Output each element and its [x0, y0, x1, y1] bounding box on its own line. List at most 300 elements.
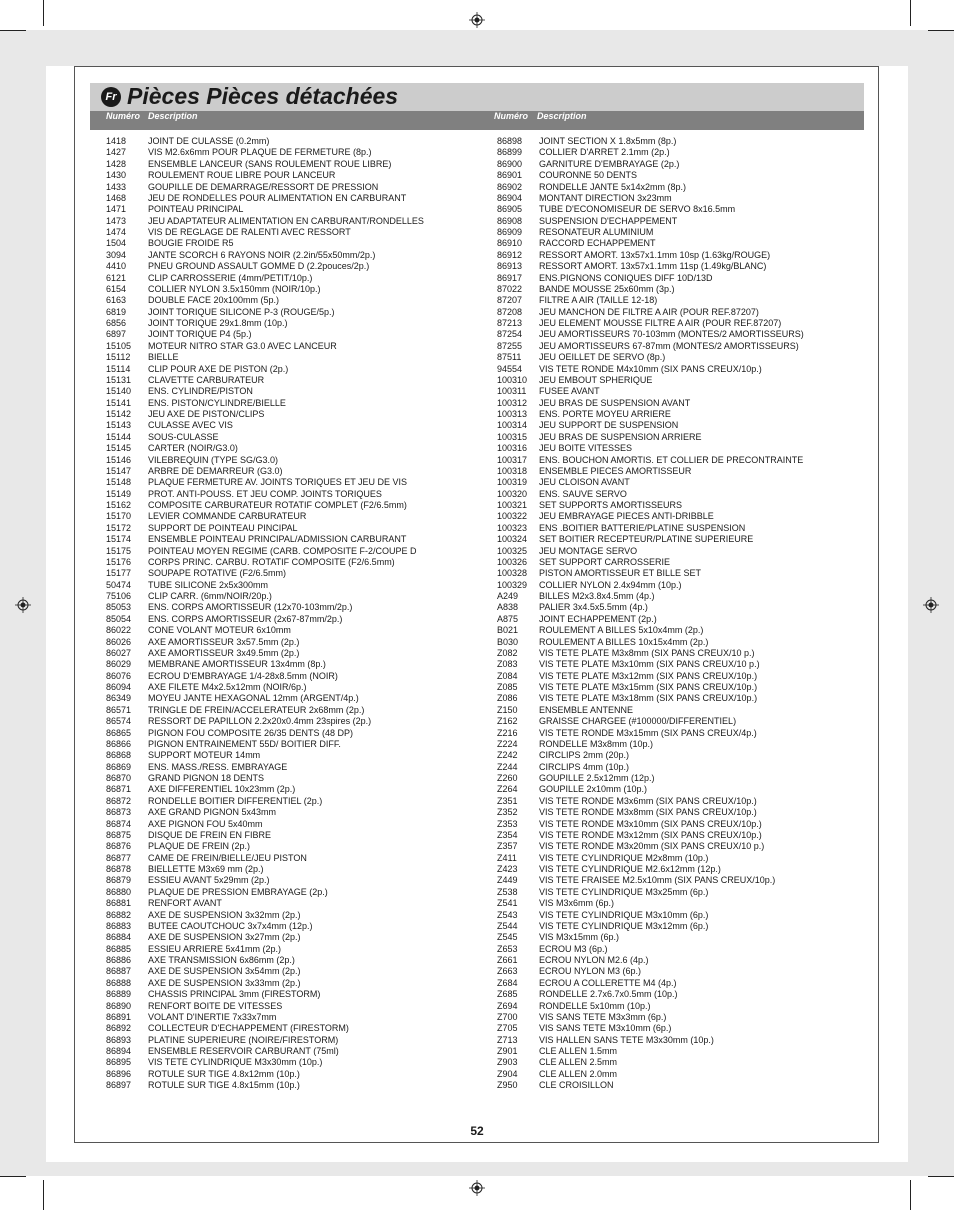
table-row — [497, 341, 867, 352]
part-description: PLAQUE FERMETURE AV. JOINTS TORIQUES ET JEU DE VIS — [148, 477, 408, 488]
part-description: VIS TETE RONDE M3x10mm (SIX PANS CREUX/10p.) — [539, 818, 762, 829]
table-row — [106, 307, 476, 318]
crop-mark — [43, 0, 44, 26]
part-number: 86908 — [497, 215, 523, 226]
table-row — [497, 739, 867, 750]
part-number: 15147 — [106, 465, 132, 476]
table-row — [106, 648, 476, 659]
part-number: 86900 — [497, 158, 523, 169]
part-description: JEU ELEMENT MOUSSE FILTRE A AIR (POUR REF.87207) — [539, 318, 782, 328]
part-number: 86883 — [106, 920, 132, 931]
table-row — [106, 637, 476, 648]
table-row — [106, 477, 476, 488]
part-description: COLLECTEUR D'ECHAPPEMENT (FIRESTORM) — [148, 1023, 349, 1034]
part-description: ECROU NYLON M3 (6p.) — [539, 966, 642, 977]
table-row — [497, 216, 867, 227]
table-row — [497, 273, 867, 284]
part-description: PROT. ANTI-POUSS. ET JEU COMP. JOINTS TORIQUES — [148, 488, 382, 499]
part-number: 100310 — [497, 374, 528, 385]
table-row — [497, 944, 867, 955]
table-row — [106, 841, 476, 852]
part-number: 15105 — [106, 340, 132, 351]
table-row — [106, 238, 476, 249]
part-number: 100329 — [497, 579, 528, 590]
table-row — [106, 864, 476, 875]
table-row — [497, 420, 867, 431]
table-row — [497, 784, 867, 795]
table-row — [106, 204, 476, 215]
table-row — [497, 534, 867, 545]
table-row — [497, 443, 867, 454]
part-number: 15162 — [106, 500, 132, 510]
part-description: VIS TETE PLATE M3x10mm (SIX PANS CREUX/10 p.) — [539, 659, 760, 670]
part-description: POINTEAU PRINCIPAL — [148, 204, 244, 215]
part-number: Z162 — [497, 716, 518, 727]
part-description: VIS M2.6x6mm POUR PLAQUE DE FERMETURE (8p.) — [148, 147, 372, 158]
table-row — [106, 1012, 476, 1023]
crop-mark — [928, 1176, 954, 1177]
part-description: RESSORT AMORT. 13x57x1.1mm 11sp (1.49kg/BLANC) — [539, 261, 767, 272]
table-row — [497, 796, 867, 807]
part-number: Z411 — [497, 852, 517, 863]
crop-mark — [910, 0, 911, 26]
part-description: CHASSIS PRINCIPAL 3mm (FIRESTORM) — [148, 989, 321, 1000]
part-description: JEU AMORTISSEURS 67-87mm (MONTES/2 AMORTISSEURS) — [539, 340, 799, 351]
part-number: Z150 — [497, 704, 518, 715]
part-number: 86874 — [106, 818, 132, 829]
table-row — [106, 500, 476, 511]
header-description-left: Description — [148, 111, 198, 121]
table-row — [106, 1001, 476, 1012]
part-description: CORPS PRINC. CARBU. ROTATIF COMPOSITE (F2/6.5mm) — [148, 556, 395, 567]
table-row — [106, 932, 476, 943]
part-description: RENFORT AVANT — [148, 898, 222, 909]
table-row — [106, 136, 476, 147]
part-description: JEU DE RONDELLES POUR ALIMENTATION EN CARBURANT — [148, 192, 407, 203]
part-description: JEU CLOISON AVANT — [539, 477, 630, 488]
table-row — [497, 568, 867, 579]
part-number: 6154 — [106, 283, 127, 294]
part-number: 86027 — [106, 647, 132, 658]
part-description: CIRCLIPS 4mm (10p.) — [539, 761, 630, 772]
registration-mark-icon — [469, 12, 485, 28]
part-number: Z543 — [497, 909, 518, 920]
part-number: Z086 — [497, 693, 518, 704]
part-description: ROTULE SUR TIGE 4.8x12mm (10p.) — [148, 1068, 300, 1079]
table-row — [106, 955, 476, 966]
table-row — [497, 523, 867, 534]
part-number: Z700 — [497, 1011, 518, 1022]
part-number: 86022 — [106, 625, 132, 636]
part-number: 100313 — [497, 409, 528, 419]
table-row — [106, 546, 476, 557]
crop-mark — [910, 1180, 911, 1210]
part-description: SET SUPPORT CARROSSERIE — [539, 556, 671, 567]
bleed-top — [0, 30, 954, 66]
part-description: RESSORT DE PAPILLON 2.2x20x0.4mm 23spires (2p.) — [148, 716, 372, 727]
part-description: VIS TETE CYLINDRIQUE M3x30mm (10p.) — [148, 1057, 323, 1068]
part-number: Z901 — [497, 1046, 518, 1056]
table-row — [497, 773, 867, 784]
part-number: 86879 — [106, 875, 132, 886]
part-description: MOYEU JANTE HEXAGONAL 12mm (ARGENT/4p.) — [148, 693, 359, 704]
part-number: 15144 — [106, 431, 132, 442]
crop-mark — [928, 30, 954, 31]
table-row — [497, 284, 867, 295]
part-description: JEU BOITE VITESSES — [539, 443, 633, 454]
part-description: COLLIER D'ARRET 2.1mm (2p.) — [539, 147, 670, 158]
table-row — [497, 136, 867, 147]
part-description: ECROU A COLLERETTE M4 (4p.) — [539, 977, 677, 988]
part-description: FUSEE AVANT — [539, 386, 600, 397]
part-number: 94554 — [497, 363, 523, 374]
part-number: 87511 — [497, 352, 522, 363]
part-description: GARNITURE D'EMBRAYAGE (2p.) — [539, 158, 680, 169]
table-row — [497, 830, 867, 841]
table-row — [106, 921, 476, 932]
table-row — [497, 557, 867, 568]
crop-mark — [43, 1180, 44, 1210]
part-number: Z224 — [497, 738, 518, 749]
part-number: 1468 — [106, 192, 127, 203]
part-description: PISTON AMORTISSEUR ET BILLE SET — [539, 568, 702, 579]
part-number: Z904 — [497, 1068, 518, 1079]
parts-list-right — [497, 136, 867, 1092]
part-number: 1473 — [106, 215, 127, 226]
part-number: 15140 — [106, 386, 132, 397]
part-number: Z449 — [497, 875, 518, 886]
part-description: VIS TETE PLATE M3x15mm (SIX PANS CREUX/10p.) — [539, 682, 758, 692]
table-row — [106, 182, 476, 193]
table-row — [497, 1069, 867, 1080]
part-description: DISQUE DE FREIN EN FIBRE — [148, 829, 272, 840]
table-row — [497, 238, 867, 249]
part-description: MOTEUR NITRO STAR G3.0 AVEC LANCEUR — [148, 340, 337, 351]
part-number: 86895 — [106, 1057, 132, 1068]
part-description: SOUPAPE ROTATIVE (F2/6.5mm) — [148, 568, 287, 579]
part-number: 15172 — [106, 522, 132, 533]
part-number: Z085 — [497, 682, 518, 692]
part-number: 87213 — [497, 318, 523, 328]
part-description: JEU AXE DE PISTON/CLIPS — [148, 409, 265, 419]
part-number: 86871 — [106, 784, 132, 795]
part-description: ESSIEU AVANT 5x29mm (2p.) — [148, 875, 270, 886]
part-number: 86865 — [106, 727, 132, 738]
part-number: Z705 — [497, 1023, 518, 1034]
part-description: ARBRE DE DEMARREUR (G3.0) — [148, 465, 283, 476]
part-description: VIS TETE CYLINDRIQUE M2.6x12mm (12p.) — [539, 864, 721, 874]
part-number: 1471 — [106, 204, 127, 215]
table-row — [106, 796, 476, 807]
part-description: ENSEMBLE PIECES AMORTISSEUR — [539, 465, 692, 476]
table-row — [497, 614, 867, 625]
part-number: Z082 — [497, 647, 518, 658]
table-row — [497, 432, 867, 443]
table-row — [106, 216, 476, 227]
part-description: TRINGLE DE FREIN/ACCELERATEUR 2x68mm (2p.) — [148, 704, 365, 715]
part-number: Z260 — [497, 773, 518, 783]
table-row — [497, 659, 867, 670]
part-number: 100328 — [497, 568, 528, 579]
table-row — [106, 398, 476, 409]
part-description: SOUS-CULASSE — [148, 431, 219, 442]
table-row — [106, 284, 476, 295]
part-number: 1474 — [106, 227, 127, 237]
part-description: ENS. PORTE MOYEU ARRIERE — [539, 409, 671, 419]
part-number: 100323 — [497, 522, 528, 533]
table-row — [497, 511, 867, 522]
page-title: Pièces Pièces détachées — [127, 83, 399, 109]
table-row — [497, 375, 867, 386]
part-number: Z541 — [497, 898, 518, 909]
table-row — [106, 978, 476, 989]
part-number: 100311 — [497, 386, 527, 397]
table-row — [106, 898, 476, 909]
part-number: Z538 — [497, 886, 518, 897]
table-row — [106, 659, 476, 670]
table-row — [106, 409, 476, 420]
part-number: 86868 — [106, 750, 132, 761]
table-row — [497, 1046, 867, 1057]
part-description: RACCORD ECHAPPEMENT — [539, 238, 656, 249]
part-description: ENS. SAUVE SERVO — [539, 488, 627, 499]
part-number: 86889 — [106, 989, 132, 1000]
part-number: 100324 — [497, 534, 528, 545]
table-row — [106, 341, 476, 352]
part-number: B021 — [497, 625, 519, 636]
table-row — [497, 716, 867, 727]
table-row — [497, 352, 867, 363]
table-row — [497, 762, 867, 773]
table-row — [106, 750, 476, 761]
part-description: FILTRE A AIR (TAILLE 12-18) — [539, 295, 658, 306]
part-description: CIRCLIPS 2mm (20p.) — [539, 750, 630, 761]
part-description: RESSORT AMORT. 13x57x1.1mm 10sp (1.63kg/ROUGE) — [539, 249, 771, 260]
table-row — [106, 762, 476, 773]
part-number: 15112 — [106, 352, 131, 363]
part-number: 15145 — [106, 443, 132, 454]
part-number: 86884 — [106, 932, 132, 943]
table-row — [106, 273, 476, 284]
part-number: 1504 — [106, 238, 127, 249]
part-description: VIS HALLEN SANS TETE M3x30mm (10p.) — [539, 1034, 714, 1045]
table-row — [106, 250, 476, 261]
part-description: SUPPORT MOTEUR 14mm — [148, 750, 261, 761]
table-row — [106, 1069, 476, 1080]
part-description: ENSEMBLE POINTEAU PRINCIPAL/ADMISSION CARBURANT — [148, 534, 407, 545]
part-description: ROTULE SUR TIGE 4.8x15mm (10p.) — [148, 1080, 300, 1091]
part-description: VIS SANS TETE M3x3mm (6p.) — [539, 1011, 667, 1022]
table-row — [497, 841, 867, 852]
part-number: 86905 — [497, 204, 523, 215]
part-number: 86873 — [106, 807, 132, 818]
crop-mark — [0, 1176, 26, 1177]
table-row — [106, 1023, 476, 1034]
part-description: ECROU M3 (6p.) — [539, 943, 608, 954]
table-row — [497, 147, 867, 158]
table-row — [106, 147, 476, 158]
part-number: 15149 — [106, 488, 132, 499]
part-description: VIS TETE RONDE M3x12mm (SIX PANS CREUX/10p.) — [539, 829, 762, 840]
part-description: ENSEMBLE ANTENNE — [539, 704, 634, 715]
part-description: VIS TETE PLATE M3x8mm (SIX PANS CREUX/10 p.) — [539, 647, 755, 658]
part-description: AXE DE SUSPENSION 3x27mm (2p.) — [148, 932, 301, 943]
part-number: Z903 — [497, 1057, 518, 1068]
crop-mark — [0, 30, 26, 31]
part-description: JOINT SECTION X 1.8x5mm (8p.) — [539, 136, 677, 146]
part-number: 86893 — [106, 1034, 132, 1045]
table-row — [106, 580, 476, 591]
part-number: 50474 — [106, 579, 132, 590]
table-row — [106, 944, 476, 955]
table-row — [106, 887, 476, 898]
part-description: CLE ALLEN 2.5mm — [539, 1057, 618, 1068]
table-row — [106, 591, 476, 602]
table-row — [497, 807, 867, 818]
part-description: JEU ADAPTATEUR ALIMENTATION EN CARBURANT/RONDELLES — [148, 215, 424, 226]
part-description: JEU OEILLET DE SERVO (8p.) — [539, 352, 666, 363]
part-number: 86917 — [497, 272, 523, 283]
part-number: 86882 — [106, 909, 132, 920]
part-description: TUBE D'ECONOMISEUR DE SERVO 8x16.5mm — [539, 204, 736, 215]
table-row — [497, 693, 867, 704]
part-number: 86880 — [106, 886, 132, 897]
table-row — [106, 614, 476, 625]
part-number: 86881 — [106, 898, 132, 909]
part-number: Z423 — [497, 864, 518, 874]
part-description: COLLIER NYLON 3.5x150mm (NOIR/10p.) — [148, 283, 321, 294]
part-number: 87022 — [497, 283, 523, 294]
part-number: 86866 — [106, 738, 132, 749]
part-number: 100318 — [497, 465, 528, 476]
part-number: 86571 — [106, 704, 132, 715]
header-number-left: Numéro — [106, 111, 141, 121]
table-row — [106, 193, 476, 204]
part-description: VIS TETE RONDE M3x6mm (SIX PANS CREUX/10p.) — [539, 795, 757, 806]
part-description: CLE ALLEN 1.5mm — [539, 1046, 618, 1056]
table-row — [497, 409, 867, 420]
part-number: Z242 — [497, 750, 518, 761]
table-row — [497, 887, 867, 898]
part-description: JOINT TORIQUE SILICONE P-3 (ROUGE/5p.) — [148, 306, 335, 317]
part-description: ENS. BOUCHON AMORTIS. ET COLLIER DE PRECONTRAINTE — [539, 454, 804, 465]
part-description: VIS TETE FRAISEE M2.5x10mm (SIX PANS CREUX/10p.) — [539, 875, 776, 886]
part-number: 100320 — [497, 488, 528, 499]
table-row — [106, 466, 476, 477]
part-description: JEU MONTAGE SERVO — [539, 545, 638, 556]
table-row — [497, 1012, 867, 1023]
registration-mark-icon — [923, 597, 939, 613]
part-number: A838 — [497, 602, 519, 613]
table-row — [497, 1080, 867, 1091]
part-number: 86574 — [106, 716, 132, 727]
part-description: MONTANT DIRECTION 3x23mm — [539, 192, 672, 203]
part-description: PIGNON FOU COMPOSITE 26/35 DENTS (48 DP) — [148, 727, 354, 738]
table-row — [497, 1023, 867, 1034]
part-number: 86913 — [497, 261, 523, 272]
table-row — [106, 557, 476, 568]
table-row — [106, 716, 476, 727]
part-number: 86890 — [106, 1000, 132, 1011]
part-number: Z694 — [497, 1000, 518, 1011]
part-number: Z661 — [497, 955, 518, 965]
part-description: ROULEMENT A BILLES 5x10x4mm (2p.) — [539, 625, 704, 636]
part-number: 87208 — [497, 306, 523, 317]
part-description: BIELLETTE M3x69 mm (2p.) — [148, 864, 264, 874]
part-description: VIS TETE CYLINDRIQUE M3x25mm (6p.) — [539, 886, 709, 897]
part-description: BIELLE — [148, 352, 179, 363]
table-row — [497, 500, 867, 511]
table-row — [106, 523, 476, 534]
table-row — [106, 329, 476, 340]
part-number: 3094 — [106, 249, 127, 260]
table-row — [106, 295, 476, 306]
part-description: JOINT DE CULASSE (0.2mm) — [148, 136, 270, 146]
parts-list-left — [106, 136, 476, 1092]
part-description: CONE VOLANT MOTEUR 6x10mm — [148, 625, 291, 636]
part-number: 86886 — [106, 955, 132, 965]
part-number: 87254 — [497, 329, 523, 340]
part-description: JANTE SCORCH 6 RAYONS NOIR (2.2in/55x50mm/2p.) — [148, 249, 376, 260]
part-description: PLAQUE DE FREIN (2p.) — [148, 841, 251, 852]
table-row — [497, 477, 867, 488]
table-row — [497, 728, 867, 739]
table-row — [497, 648, 867, 659]
table-row — [106, 966, 476, 977]
part-description: AXE DE SUSPENSION 3x32mm (2p.) — [148, 909, 301, 920]
part-number: 15131 — [106, 374, 132, 385]
table-row — [106, 739, 476, 750]
table-row — [497, 204, 867, 215]
part-description: GRAND PIGNON 18 DENTS — [148, 773, 265, 783]
part-number: Z084 — [497, 670, 518, 681]
table-row — [497, 318, 867, 329]
part-description: ENS. PISTON/CYLINDRE/BIELLE — [148, 397, 286, 408]
part-number: 86878 — [106, 864, 132, 874]
part-description: CLIP CARROSSERIE (4mm/PETIT/10p.) — [148, 272, 313, 283]
part-description: JEU BRAS DE SUSPENSION AVANT — [539, 397, 691, 408]
part-description: AXE GRAND PIGNON 5x43mm — [148, 807, 277, 818]
table-row — [106, 432, 476, 443]
part-description: JEU MANCHON DE FILTRE A AIR (POUR REF.87207) — [539, 306, 759, 317]
language-badge: Fr — [101, 87, 121, 107]
part-number: 86898 — [497, 136, 523, 146]
registration-mark-icon — [469, 1180, 485, 1196]
part-description: ROULEMENT A BILLES 10x15x4mm (2p.) — [539, 636, 709, 647]
part-number: 100314 — [497, 420, 528, 431]
part-description: ROULEMENT ROUE LIBRE POUR LANCEUR — [148, 170, 336, 181]
part-number: 15114 — [106, 363, 131, 374]
part-description: VIS TETE CYLINDRIQUE M2x8mm (10p.) — [539, 852, 709, 863]
table-row — [497, 170, 867, 181]
table-row — [106, 819, 476, 830]
part-number: 86876 — [106, 841, 132, 852]
table-row — [497, 159, 867, 170]
part-number: 15170 — [106, 511, 132, 522]
part-description: VIS SANS TETE M3x10mm (6p.) — [539, 1023, 672, 1034]
part-number: A249 — [497, 591, 519, 601]
part-number: 86899 — [497, 147, 523, 158]
table-row — [106, 227, 476, 238]
part-description: CARTER (NOIR/G3.0) — [148, 443, 238, 454]
part-number: 87255 — [497, 340, 523, 351]
part-description: BOUGIE FROIDE R5 — [148, 238, 234, 249]
table-row — [106, 455, 476, 466]
table-row — [106, 364, 476, 375]
part-number: 75106 — [106, 591, 132, 601]
part-description: PIGNON ENTRAINEMENT 55D/ BOITIER DIFF. — [148, 738, 341, 749]
part-description: RONDELLE 2.7x6.7x0.5mm (10p.) — [539, 989, 678, 1000]
